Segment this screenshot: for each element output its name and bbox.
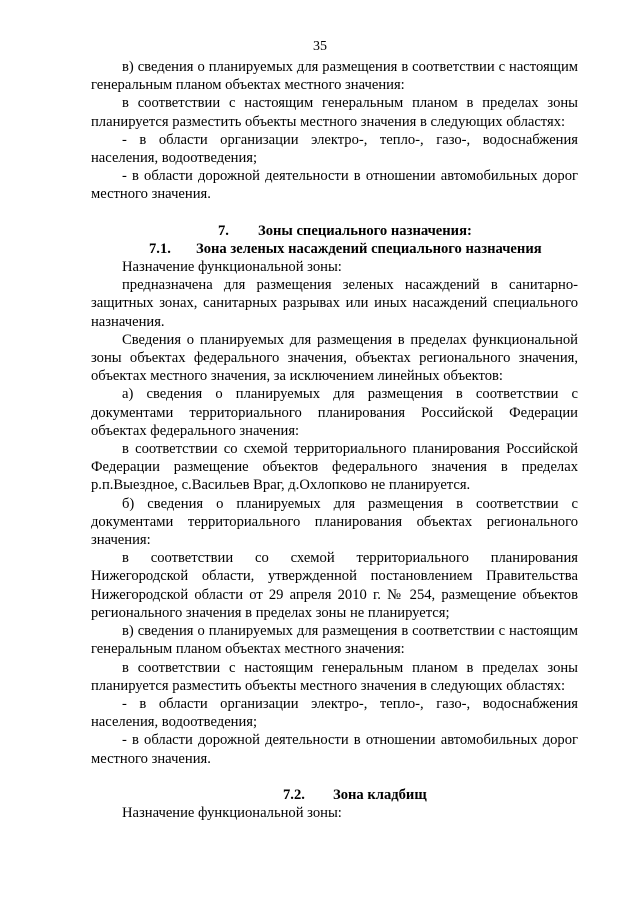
paragraph: Сведения о планируемых для размещения в пределах функциональной зоны объектах федерального значения, объектах регионального значения, объектах местного значения, за исключением линейных объектов:: [91, 331, 578, 385]
document-body: [91, 58, 578, 822]
paragraph: в соответствии с настоящим генеральным планом в пределах зоны планируется разместить объекты местного значения в следующих областях:: [91, 659, 578, 694]
paragraph: в соответствии со схемой территориального планирования Российской Федерации размещение объектов федерального значения в пределах р.п.Выездное, с.Васильев Враг, д.Охлопково не планируется.: [91, 441, 578, 494]
paragraph: - в области дорожной деятельности в отношении автомобильных дорог местного значения.: [91, 168, 578, 203]
heading-number: 7.: [218, 222, 229, 239]
section-heading-7-2: [91, 786, 578, 804]
paragraph: в соответствии с настоящим генеральным планом в пределах зоны планируется разместить объекты местного значения в следующих областях:: [91, 95, 578, 130]
spacer: [91, 768, 578, 786]
paragraph: в) сведения о планируемых для размещения в соответствии с настоящим генеральным планом объектах местного значения:: [91, 59, 578, 94]
heading-title: Зона зеленых насаждений специального назначения: [196, 240, 542, 257]
section-heading-7: [91, 222, 578, 240]
heading-number: 7.1.: [149, 240, 171, 257]
heading-title: Зона кладбищ: [333, 786, 427, 803]
spacer: [91, 204, 578, 222]
paragraph: Назначение функциональной зоны:: [122, 259, 342, 276]
paragraph: в) сведения о планируемых для размещения в соответствии с настоящим генеральным планом объектах местного значения:: [91, 623, 578, 658]
paragraph: а) сведения о планируемых для размещения в соответствии с документами территориального планирования Российской Федерации объектах федерального значения:: [91, 386, 578, 439]
paragraph: - в области дорожной деятельности в отношении автомобильных дорог местного значения.: [91, 732, 578, 767]
heading-number: 7.2.: [283, 786, 305, 803]
section-heading-7-1: [91, 240, 578, 258]
paragraph: Назначение функциональной зоны:: [122, 804, 342, 821]
paragraph: предназначена для размещения зеленых насаждений в санитарно-защитных зонах, санитарных разрывах или иных насаждений специального назначения.: [91, 277, 578, 330]
paragraph: б) сведения о планируемых для размещения в соответствии с документами территориального планирования объектах регионального значения:: [91, 495, 578, 549]
paragraph: - в области организации электро-, тепло-, газо-, водоснабжения населения, водоотведения;: [91, 695, 578, 731]
page-number: 35: [313, 39, 327, 54]
paragraph: - в области организации электро-, тепло-, газо-, водоснабжения населения, водоотведения;: [91, 131, 578, 167]
heading-title: Зоны специального назначения:: [258, 222, 472, 239]
paragraph: в соответствии со схемой территориального планирования Нижегородской области, утвержденной постановлением Правительства Нижегородской области от 29 апреля 2010 г. № 254, размещение объектов регионального значения в пределах зоны не планируется;: [91, 550, 578, 621]
